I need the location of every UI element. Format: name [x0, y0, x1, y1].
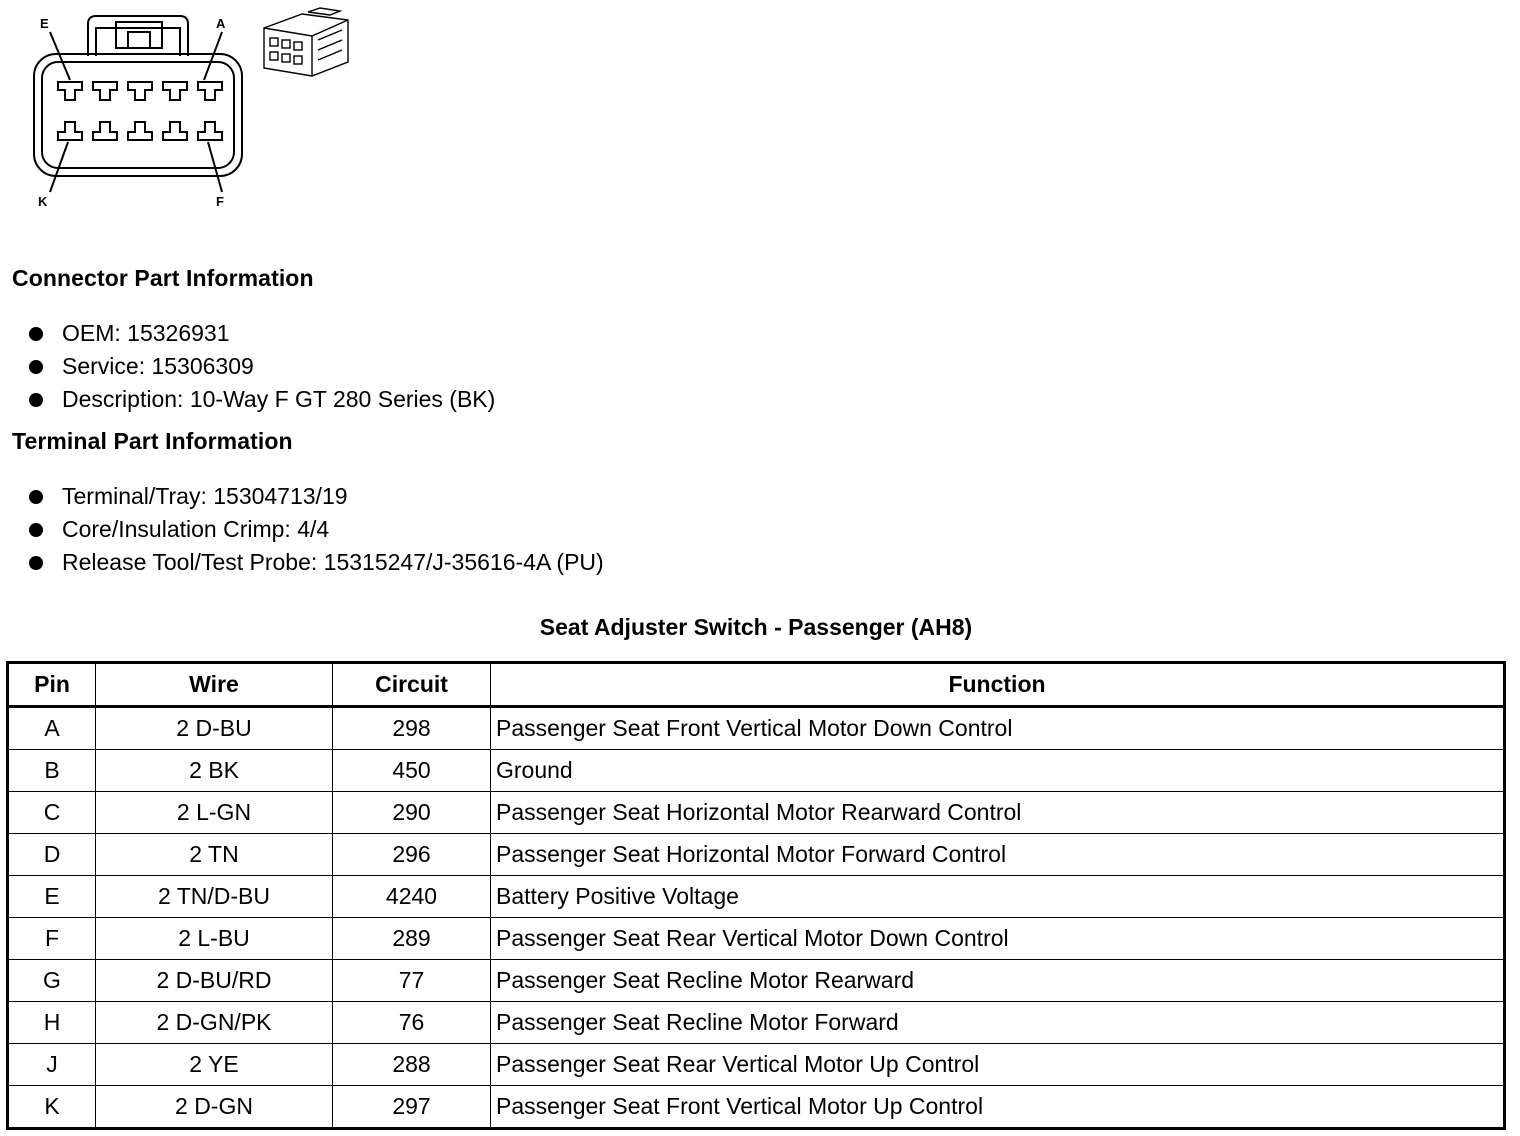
terminal-cavity [198, 82, 222, 100]
terminal-part-info-list [0, 480, 604, 579]
pin-cell: G [8, 960, 96, 1002]
circuit-cell: 288 [333, 1044, 491, 1086]
circuit-cell: 450 [333, 750, 491, 792]
circuit-cell: 4240 [333, 876, 491, 918]
pin-cell: E [8, 876, 96, 918]
terminal-cavity [93, 122, 117, 140]
column-header-wire: Wire [96, 663, 333, 707]
function-cell: Ground [491, 750, 1505, 792]
column-header-circuit: Circuit [333, 663, 491, 707]
circuit-cell: 298 [333, 707, 491, 750]
wire-cell: 2 L-GN [96, 792, 333, 834]
pin-label-e: E [40, 16, 49, 31]
table-row [8, 1086, 1505, 1129]
connector-face-diagram [28, 10, 260, 210]
circuit-cell: 297 [333, 1086, 491, 1129]
table-header-row [8, 663, 1505, 707]
pin-cell: F [8, 918, 96, 960]
function-cell: Passenger Seat Front Vertical Motor Down Control [491, 707, 1505, 750]
table-row [8, 1044, 1505, 1086]
function-cell: Passenger Seat Recline Motor Forward [491, 1002, 1505, 1044]
wire-cell: 2 YE [96, 1044, 333, 1086]
wire-cell: 2 D-BU [96, 707, 333, 750]
terminal-cavity [93, 82, 117, 100]
pin-cell: C [8, 792, 96, 834]
wire-cell: 2 BK [96, 750, 333, 792]
terminal-cavity [128, 122, 152, 140]
pin-label-f: F [216, 194, 224, 209]
pin-cell: K [8, 1086, 96, 1129]
table-row [8, 792, 1505, 834]
list-item: Release Tool/Test Probe: 15315247/J-35616-4A (PU) [0, 546, 604, 579]
list-item: Service: 15306309 [0, 350, 495, 383]
wire-cell: 2 D-BU/RD [96, 960, 333, 1002]
pin-label-k: K [38, 194, 48, 209]
table-row [8, 960, 1505, 1002]
connector-isometric-image [258, 6, 354, 82]
circuit-cell: 77 [333, 960, 491, 1002]
terminal-cavity [163, 122, 187, 140]
terminal-cavity [163, 82, 187, 100]
connector-part-info-heading: Connector Part Information [12, 265, 314, 291]
table-title: Seat Adjuster Switch - Passenger (AH8) [539, 614, 973, 640]
table-row [8, 834, 1505, 876]
pin-cell: H [8, 1002, 96, 1044]
list-item: Core/Insulation Crimp: 4/4 [0, 513, 604, 546]
list-item: OEM: 15326931 [0, 317, 495, 350]
table-row [8, 1002, 1505, 1044]
wire-cell: 2 D-GN [96, 1086, 333, 1129]
table-row [8, 707, 1505, 750]
table-row [8, 918, 1505, 960]
terminal-cavity [58, 122, 82, 140]
circuit-cell: 76 [333, 1002, 491, 1044]
pin-cell: J [8, 1044, 96, 1086]
circuit-cell: 290 [333, 792, 491, 834]
wire-cell: 2 TN/D-BU [96, 876, 333, 918]
pin-cell: B [8, 750, 96, 792]
function-cell: Passenger Seat Rear Vertical Motor Down Control [491, 918, 1505, 960]
wire-cell: 2 TN [96, 834, 333, 876]
list-item: Terminal/Tray: 15304713/19 [0, 480, 604, 513]
circuit-cell: 296 [333, 834, 491, 876]
pin-cell: A [8, 707, 96, 750]
list-item: Description: 10-Way F GT 280 Series (BK) [0, 383, 495, 416]
table-row [8, 750, 1505, 792]
pin-table [6, 661, 1506, 1130]
column-header-pin: Pin [8, 663, 96, 707]
function-cell: Passenger Seat Front Vertical Motor Up Control [491, 1086, 1505, 1129]
table-row [8, 876, 1505, 918]
wire-cell: 2 L-BU [96, 918, 333, 960]
column-header-function: Function [491, 663, 1505, 707]
terminal-part-info-heading: Terminal Part Information [12, 428, 293, 454]
terminal-cavity [198, 122, 222, 140]
connector-part-info-list [0, 317, 495, 416]
function-cell: Passenger Seat Horizontal Motor Rearward Control [491, 792, 1505, 834]
terminal-cavity [128, 82, 152, 100]
wire-cell: 2 D-GN/PK [96, 1002, 333, 1044]
function-cell: Passenger Seat Horizontal Motor Forward Control [491, 834, 1505, 876]
function-cell: Passenger Seat Rear Vertical Motor Up Control [491, 1044, 1505, 1086]
function-cell: Passenger Seat Recline Motor Rearward [491, 960, 1505, 1002]
function-cell: Battery Positive Voltage [491, 876, 1505, 918]
pin-label-a: A [216, 16, 226, 31]
terminal-cavity [58, 82, 82, 100]
pin-cell: D [8, 834, 96, 876]
circuit-cell: 289 [333, 918, 491, 960]
